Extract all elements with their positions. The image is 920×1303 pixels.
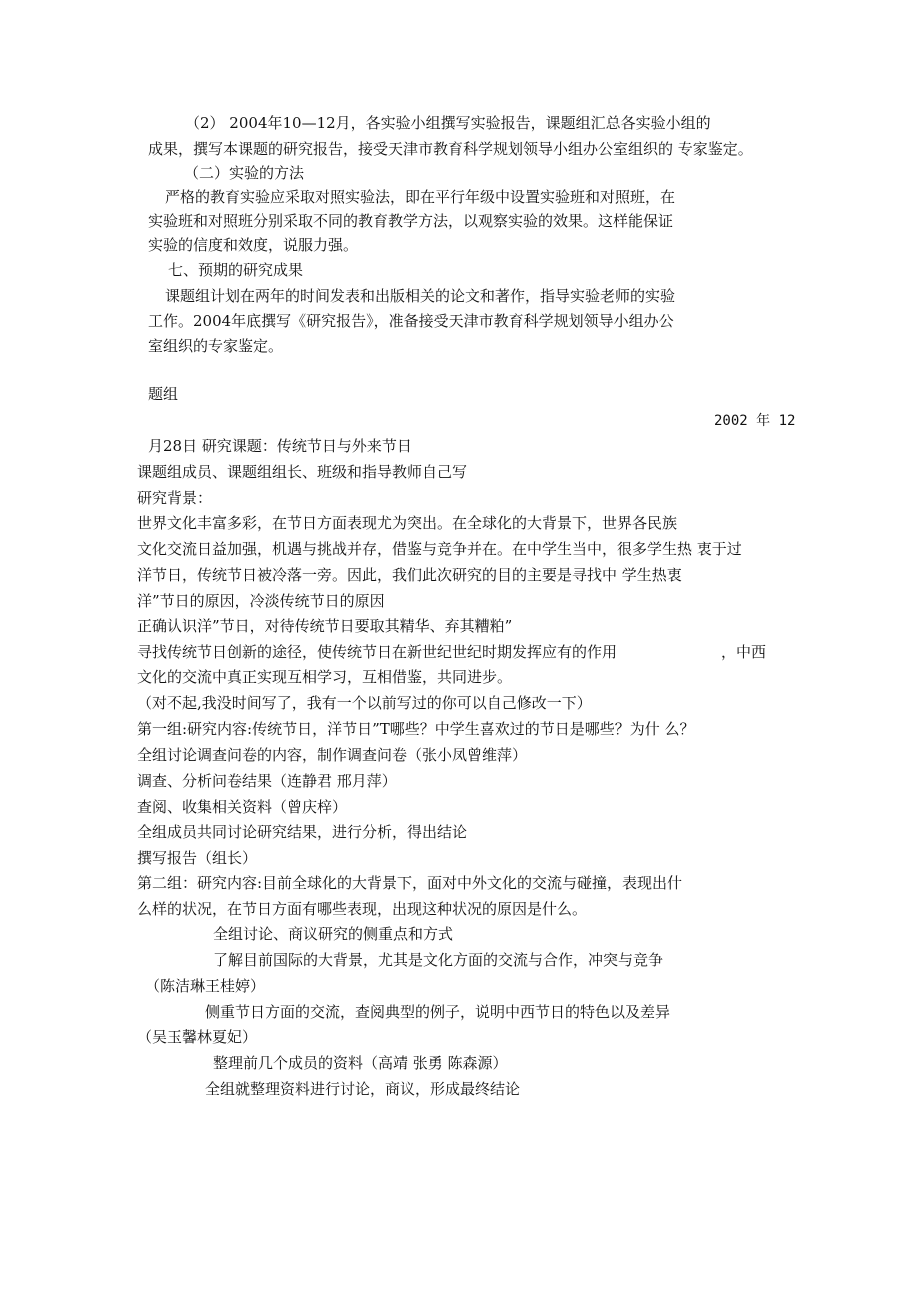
group-2-title-line-1: 第二组：研究内容:目前全球化的大背景下，面对中外文化的交流与碰撞，表现出什	[137, 874, 683, 892]
method-heading: （二）实验的方法	[184, 164, 305, 182]
group-2-title-line-2: 么样的状况，在节日方面有哪些表现，出现这种状况的原因是什么。	[137, 900, 588, 918]
group-2-task-2: 了解目前国际的大背景，尤其是文化方面的交流与合作，冲突与竞争	[213, 951, 664, 969]
group-2-task-1: 全组讨论、商议研究的侧重点和方式	[213, 925, 454, 943]
group-2-task-5: 全组就整理资料进行讨论，商议，形成最终结论	[205, 1080, 521, 1098]
background-line-7: 文化的交流中真正实现互相学习，互相借鉴，共同进步。	[137, 668, 513, 686]
method-paragraph-line-3: 实验的信度和效度，说服力强。	[148, 236, 359, 254]
research-topic: 月28日 研究课题：传统节日与外来节日	[148, 437, 412, 455]
group-2-task-4: 整理前几个成员的资料（高靖 张勇 陈森源）	[213, 1054, 508, 1072]
background-line-5: 正确认识洋”节日，对待传统节日要取其精华、弃其糟粕”	[137, 617, 513, 635]
background-line-3: 洋节日，传统节日被冷落一旁。因此，我们此次研究的目的主要是寻找中 学生热衷	[137, 566, 682, 584]
group-2-task-2-members: （陈洁琳王桂婷）	[145, 977, 266, 995]
background-line-6-tail: ，中西	[721, 643, 767, 661]
group-2-task-3-members: （吴玉馨林夏妃）	[137, 1028, 258, 1046]
group-1-task-1: 全组讨论调查问卷的内容，制作调查问卷（张小凤曾维萍）	[137, 746, 528, 764]
expected-results-line-3: 室组织的专家鉴定。	[148, 337, 284, 355]
background-line-1: 世界文化丰富多彩，在节日方面表现尤为突出。在全球化的大背景下，世界各民族	[137, 514, 678, 532]
expected-results-heading: 七、预期的研究成果	[168, 261, 304, 279]
method-paragraph-line-1: 严格的教育实验应采取对照实验法，即在平行年级中设置实验班和对照班，在	[165, 188, 676, 206]
group-label: 题组	[148, 385, 179, 403]
plan-step-2-line-1: （2） 2004年10—12月，各实验小组撰写实验报告，课题组汇总各实验小组的	[185, 114, 711, 132]
background-line-6: 寻找传统节日创新的途径，使传统节日在新世纪世纪时期发挥应有的作用	[137, 643, 618, 661]
group-1-task-4: 全组成员共同讨论研究结果，进行分析，得出结论	[137, 823, 468, 841]
expected-results-line-2: 工作。2004年底撰写《研究报告》，准备接受天津市教育科学规划领导小组办公	[148, 312, 674, 330]
date-right: 2002 年 12	[714, 413, 796, 429]
plan-step-2-line-2: 成果，撰写本课题的研究报告，接受天津市教育科学规划领导小组办公室组织的 专家鉴定。	[148, 140, 753, 158]
background-heading: 研究背景：	[137, 489, 213, 507]
group-2-task-3: 侧重节日方面的交流，查阅典型的例子，说明中西节日的特色以及差异	[205, 1003, 671, 1021]
expected-results-line-1: 课题组计划在两年的时间发表和出版相关的论文和著作，指导实验老师的实验	[165, 287, 676, 305]
method-paragraph-line-2: 实验班和对照班分别采取不同的教育教学方法，以观察实验的效果。这样能保证	[148, 212, 674, 230]
background-line-2: 文化交流日益加强，机遇与挑战并存，借鉴与竞争并在。在中学生当中，很多学生热 衷于过	[137, 540, 742, 558]
apology-note: （对不起,我没时间写了，我有一个以前写过的你可以自己修改一下）	[137, 694, 592, 712]
group-1-task-3: 查阅、收集相关资料（曾庆梓）	[137, 798, 348, 816]
group-1-task-5: 撰写报告（组长）	[137, 849, 258, 867]
group-1-title: 第一组:研究内容:传统节日，洋节日”T哪些？中学生喜欢过的节日是哪些？为什 么？	[137, 720, 695, 738]
members-note: 课题组成员、课题组组长、班级和指导教师自己写	[137, 463, 468, 481]
group-1-task-2: 调查、分析问卷结果（连静君 邢月萍）	[137, 772, 397, 790]
background-line-4: 洋”节日的原因，冷淡传统节日的原因	[137, 592, 385, 610]
